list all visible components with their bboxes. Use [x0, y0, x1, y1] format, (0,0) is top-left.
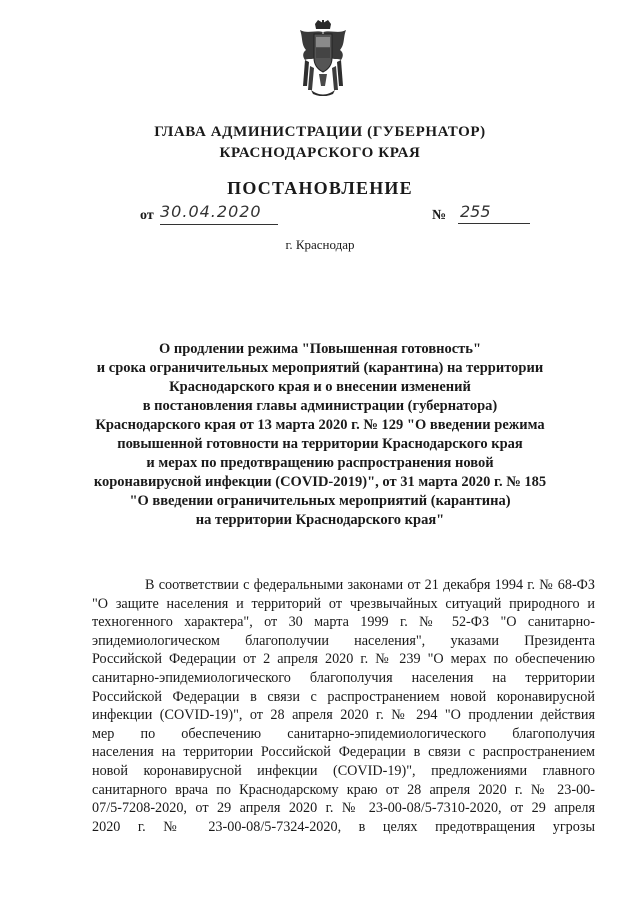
title-line: О продлении режима "Повышенная готовность": [158, 341, 482, 357]
body-line: 07/5-7208-2020, от 29 апреля 2020 г. № 23-00-08/5-7310-2020, от 29 апреля: [92, 800, 595, 817]
date-value: 30.04.2020: [160, 202, 278, 225]
body-line: 2020 г. № 23-00-08/5-7324-2020, в целях предотвращения угрозы: [92, 818, 595, 835]
body-line: мер по обеспечению санитарно-эпидемиологического благополучия: [92, 725, 595, 742]
body-line: санитарно-эпидемиологического благополучия населения на территории: [92, 669, 595, 686]
organization-line-1: ГЛАВА АДМИНИСТРАЦИИ (ГУБЕРНАТОР): [154, 124, 486, 140]
body-line: "О защите населения и территорий от чрезвычайных ситуаций природного и: [92, 595, 595, 612]
title-line: коронавирусной инфекции (COVID-2019)", от 31 марта 2020 г. № 185: [93, 474, 547, 490]
resolution-title: [80, 340, 560, 530]
body-paragraph: [92, 576, 595, 836]
body-line: Российской Федерации в связи с распространением новой коронавирусной: [92, 688, 595, 705]
body-line: Российской Федерации от 2 апреля 2020 г. № 239 "О мерах по обеспечению: [92, 651, 595, 668]
body-line: населения на территории Российской Федерации в связи с распространением: [92, 744, 595, 761]
title-line: в постановления главы администрации (губернатора): [142, 398, 498, 414]
body-line: техногенного характера", от 30 марта 1999 г. № 52-ФЗ "О санитарно-: [92, 614, 595, 631]
organization-line-2: КРАСНОДАРСКОГО КРАЯ: [219, 145, 421, 161]
body-line: В соответствии с федеральными законами от 21 декабря 1994 г. № 68-ФЗ: [145, 577, 595, 593]
title-line: повышенной готовности на территории Краснодарского края: [117, 436, 523, 452]
body-line: санитарного врача по Краснодарскому краю от 28 апреля 2020 г. № 23-00-: [92, 781, 595, 798]
title-line: и мерах по предотвращению распространения новой: [146, 455, 494, 471]
body-line: эпидемиологическом благополучии населения", указами Президента: [92, 632, 595, 649]
number-label: №: [432, 208, 447, 223]
date-label: от: [140, 208, 154, 223]
title-line: Краснодарского края и о внесении изменений: [169, 379, 471, 395]
title-line: и срока ограничительных мероприятий (карантина) на территории: [96, 360, 544, 376]
body-line: новой коронавирусной инфекции (COVID-19)", предложениями главного: [92, 762, 595, 779]
document-type-heading: ПОСТАНОВЛЕНИЕ: [227, 178, 413, 198]
number-value: 255: [458, 202, 530, 224]
body-line: инфекции (COVID-19)", от 28 апреля 2020 г. № 294 "О продлении действия: [92, 707, 595, 724]
krasnodar-krai-coat-of-arms-icon: [297, 20, 349, 96]
city-name: г. Краснодар: [285, 237, 355, 252]
title-line: Краснодарского края от 13 марта 2020 г. № 129 "О введении режима: [95, 417, 545, 433]
title-line: на территории Краснодарского края": [195, 512, 445, 528]
title-line: "О введении ограничительных мероприятий (карантина): [129, 493, 511, 509]
